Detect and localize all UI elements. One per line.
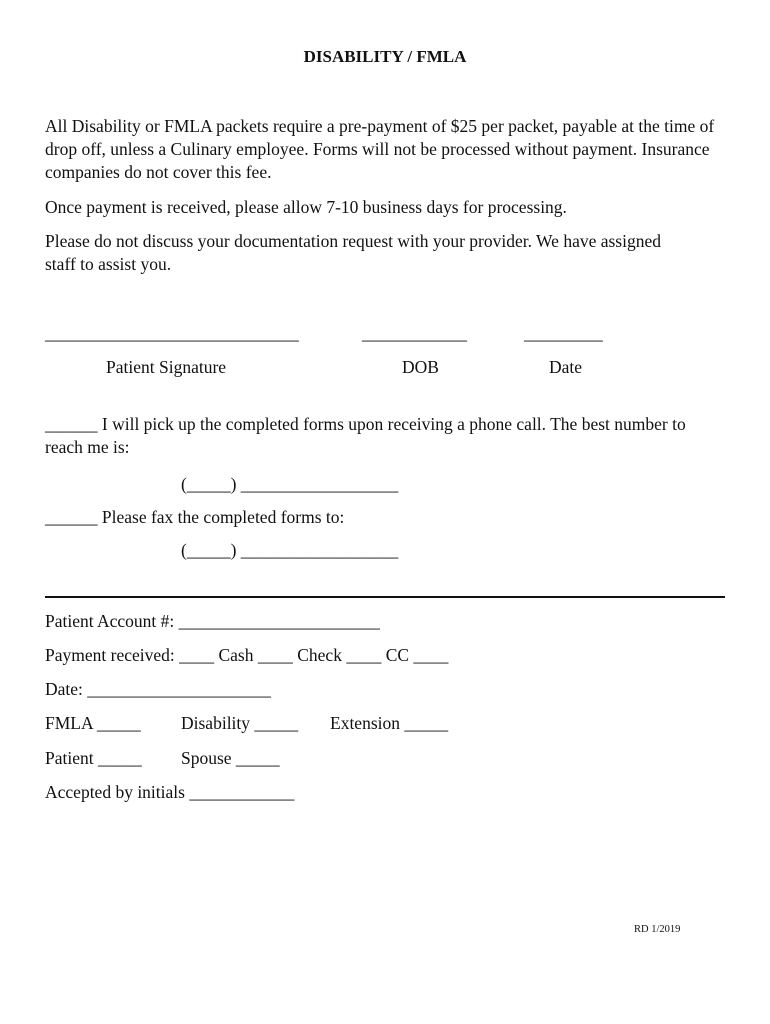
prepayment-paragraph: All Disability or FMLA packets require a pre-payment of $25 per packet, payable at the time of drop off, unless a Culinary employee. Forms will not be processed without payment. Insurance companies do not cover this fee. [45, 116, 715, 182]
date-label: Date [549, 357, 583, 377]
patient-account-field[interactable]: Patient Account #: _______________________ [45, 611, 380, 631]
dob-label: DOB [402, 357, 439, 377]
pickup-phone-field[interactable]: (_____) __________________ [181, 474, 399, 494]
spouse-field[interactable]: Spouse _____ [181, 748, 280, 768]
date-line[interactable]: _________ [524, 323, 603, 343]
assigned-staff-paragraph: Please do not discuss your documentation request with your provider. We have assigned staff to assist you. [45, 231, 661, 274]
processing-time-paragraph: Once payment is received, please allow 7-10 business days for processing. [45, 197, 567, 217]
fax-phone-field[interactable]: (_____) __________________ [181, 540, 399, 560]
payment-received-field[interactable]: Payment received: ____ Cash ____ Check ____ CC ____ [45, 645, 449, 665]
patient-signature-label: Patient Signature [106, 357, 227, 377]
fax-option[interactable]: ______ Please fax the completed forms to: [45, 507, 345, 527]
office-use-divider [45, 596, 725, 598]
form-title: DISABILITY / FMLA [303, 47, 467, 66]
disability-field[interactable]: Disability _____ [181, 713, 299, 733]
pickup-option[interactable]: ______ I will pick up the completed forms upon receiving a phone call. The best number to reach me is: [45, 414, 686, 457]
patient-field[interactable]: Patient _____ [45, 748, 142, 768]
revision-footer: RD 1/2019 [634, 924, 681, 935]
dob-line[interactable]: ____________ [362, 323, 467, 343]
office-date-field[interactable]: Date: _____________________ [45, 679, 272, 699]
patient-signature-line[interactable]: _____________________________ [45, 323, 299, 343]
fmla-field[interactable]: FMLA _____ [45, 713, 141, 733]
accepted-by-initials-field[interactable]: Accepted by initials ____________ [45, 782, 295, 802]
extension-field[interactable]: Extension _____ [330, 713, 449, 733]
